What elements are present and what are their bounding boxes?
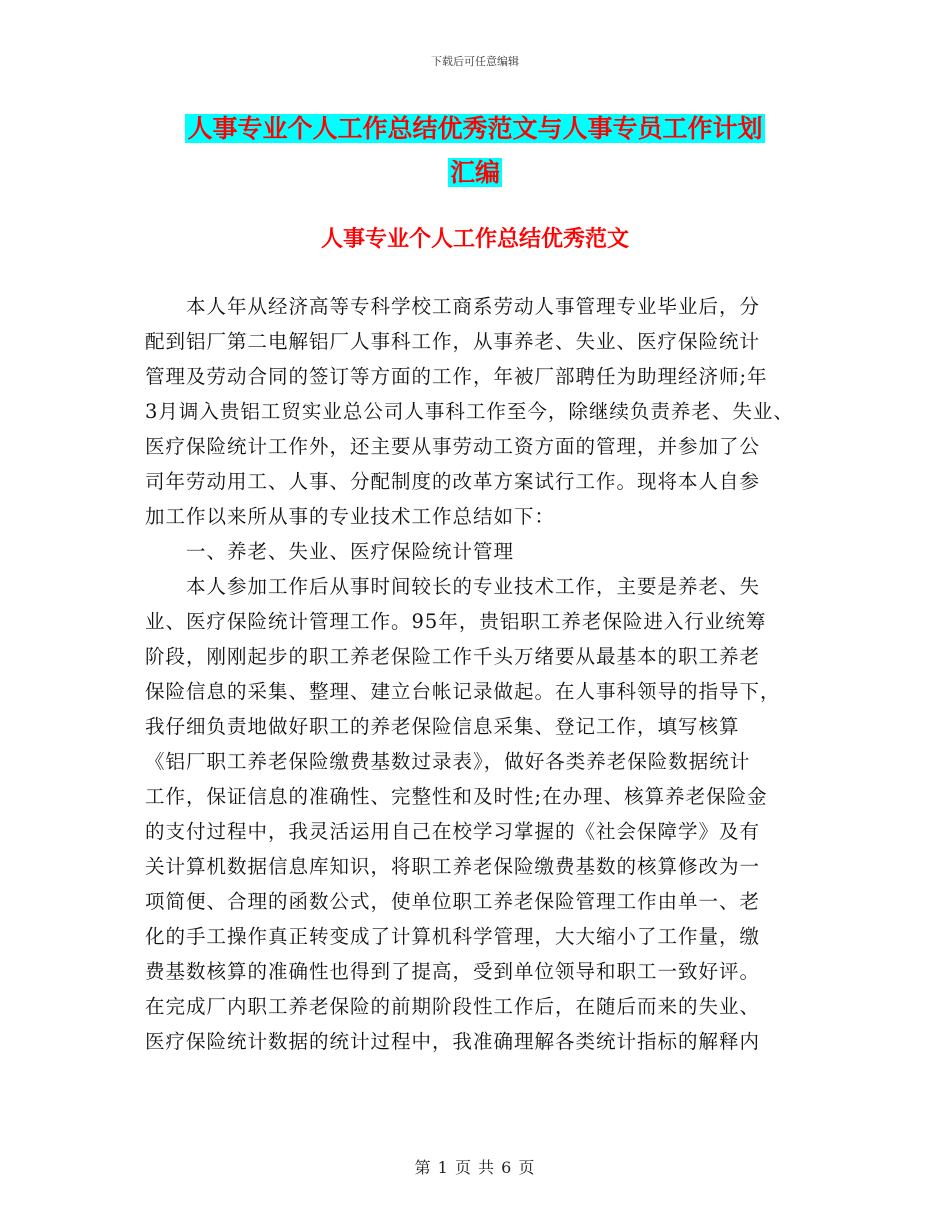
body-line: 司年劳动用工、人事、分配制度的改革方案试行工作。现将本人自参 bbox=[145, 470, 761, 493]
body-text bbox=[145, 289, 845, 1059]
body-line: 保险信息的采集、整理、建立台帐记录做起。在人事科领导的指导下， bbox=[145, 680, 781, 703]
body-line: 加工作以来所从事的专业技术工作总结如下： bbox=[145, 505, 556, 528]
body-line: 《铝厂职工养老保险缴费基数过录表》，做好各类养老保险数据统计 bbox=[145, 750, 751, 773]
body-line: 我仔细负责地做好职工的养老保险信息采集、登记工作，填写核算 bbox=[145, 715, 740, 738]
body-line: 业、医疗保险统计管理工作。95年，贵铝职工养老保险进入行业统筹 bbox=[145, 610, 767, 633]
document-title-line-1 bbox=[0, 112, 950, 146]
body-line: 医疗保险统计工作外，还主要从事劳动工资方面的管理，并参加了公 bbox=[145, 435, 761, 458]
body-line: 化的手工操作真正转变成了计算机科学管理，大大缩小了工作量，缴 bbox=[145, 925, 761, 948]
title-highlight-2: 汇编 bbox=[449, 158, 500, 187]
section-heading: 一、养老、失业、医疗保险统计管理 bbox=[145, 540, 515, 563]
body-line: 医疗保险统计数据的统计过程中，我准确理解各类统计指标的解释内 bbox=[145, 1030, 761, 1053]
document-title-line-2 bbox=[0, 156, 950, 190]
body-line: 关计算机数据信息库知识，将职工养老保险缴费基数的核算修改为一 bbox=[145, 855, 761, 878]
body-line: 本人年从经济高等专科学校工商系劳动人事管理专业毕业后，分 bbox=[145, 295, 761, 318]
body-line: 的支付过程中，我灵活运用自己在校学习掌握的《社会保障学》及有 bbox=[145, 820, 761, 843]
page-header: 下载后可任意编辑 bbox=[431, 55, 519, 68]
body-line: 项简便、合理的函数公式，使单位职工养老保险管理工作由单一、老 bbox=[145, 890, 761, 913]
body-line: 本人参加工作后从事时间较长的专业技术工作，主要是养老、失 bbox=[145, 575, 761, 598]
body-line: 费基数核算的准确性也得到了提高，受到单位领导和职工一致好评。 bbox=[145, 960, 761, 983]
body-line: 3月调入贵铝工贸实业总公司人事科工作至今，除继续负责养老、失业、 bbox=[145, 400, 794, 423]
section-title: 人事专业个人工作总结优秀范文 bbox=[320, 227, 629, 252]
page-footer: 第 1 页 共 6 页 bbox=[414, 1158, 536, 1177]
body-line: 阶段，刚刚起步的职工养老保险工作千头万绪要从最基本的职工养老 bbox=[145, 645, 761, 668]
body-line: 工作，保证信息的准确性、完整性和及时性;在办理、核算养老保险金 bbox=[145, 785, 768, 808]
body-line: 配到铝厂第二电解铝厂人事科工作，从事养老、失业、医疗保险统计 bbox=[145, 330, 761, 353]
body-line: 在完成厂内职工养老保险的前期阶段性工作后，在随后而来的失业、 bbox=[145, 995, 761, 1018]
title-highlight-1: 人事专业个人工作总结优秀范文与人事专员工作计划 bbox=[187, 114, 763, 143]
body-line: 管理及劳动合同的签订等方面的工作，年被厂部聘任为助理经济师;年 bbox=[145, 365, 768, 388]
